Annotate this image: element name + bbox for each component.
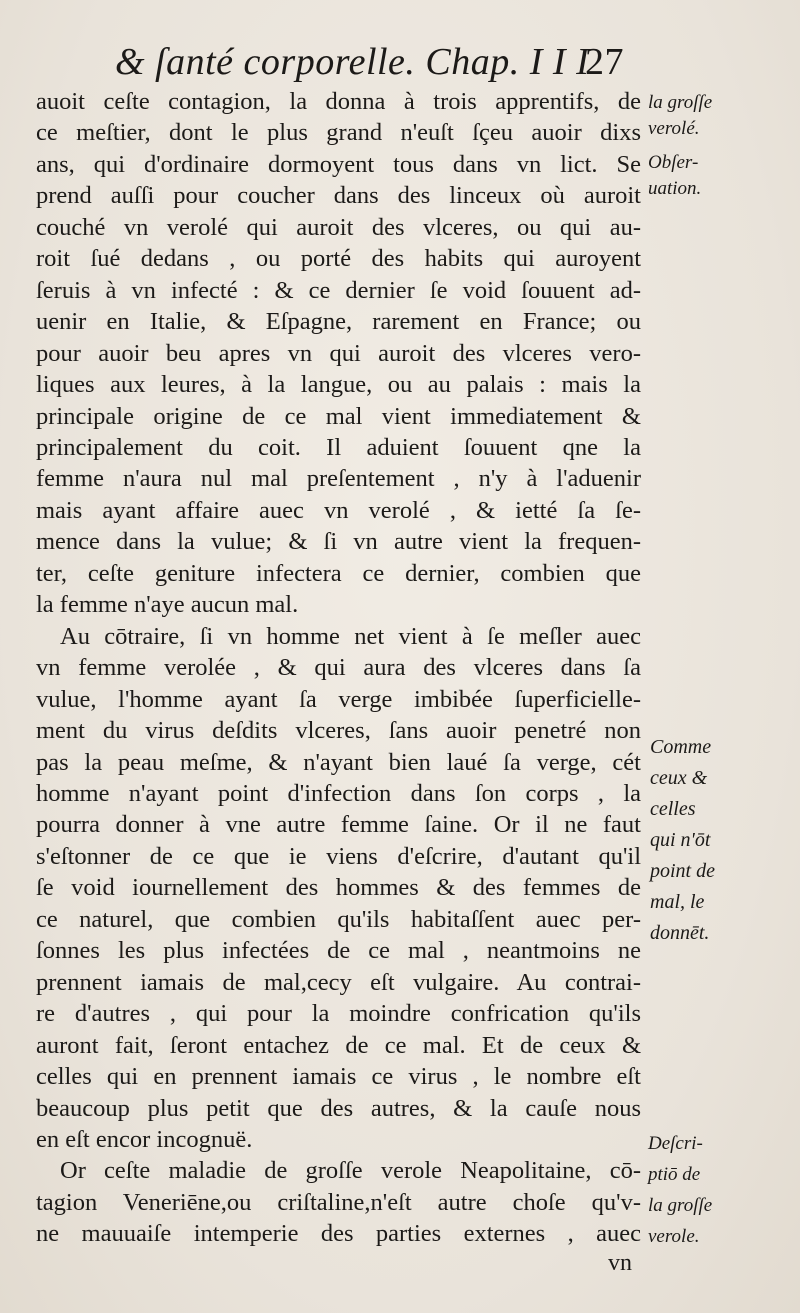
- text-line: la femme n'aye aucun mal.: [36, 591, 299, 619]
- catchword: vn: [608, 1250, 632, 1276]
- margin-note-line: verole.: [648, 1226, 700, 1247]
- page-number: 27: [585, 41, 624, 83]
- text-line: tagion Veneriēne,ou criſtaline,n'eſt autre choſe qu'v-: [36, 1188, 641, 1216]
- margin-note-line: uation.: [648, 178, 702, 199]
- margin-note-comme-ceux: [650, 732, 770, 949]
- running-title: & ſanté corporelle. Chap. I I I: [115, 41, 590, 83]
- text-line: Au cōtraire, ſi vn homme net vient à ſe meſler auec: [60, 622, 641, 650]
- text-line: prend auſſi pour coucher dans des linceux où auroit: [36, 182, 641, 210]
- text-line: auront fait, ſeront entachez de ce mal. Et de ceux &: [36, 1031, 641, 1059]
- margin-note-line: celles: [650, 798, 696, 820]
- text-line: pourra donner à vne autre femme ſaine. Or il ne faut: [36, 811, 641, 839]
- text-line: ce meſtier, dont le plus grand n'euſt ſçeu auoir dixs: [36, 119, 641, 147]
- text-line: pas la peau meſme, & n'ayant bien laué ſa verge, cét: [36, 748, 641, 776]
- margin-note-description: [648, 1128, 768, 1252]
- margin-note-line: ptiō de: [648, 1164, 701, 1185]
- margin-note-line: verolé.: [648, 118, 700, 139]
- text-line: en eſt encor incognuë.: [36, 1125, 253, 1153]
- text-line: roit ſué dedans , ou porté des habits qui auroyent: [36, 245, 641, 273]
- margin-note-line: donnēt.: [650, 922, 710, 944]
- margin-note-line: Comme: [650, 736, 712, 758]
- margin-note-line: ceux &: [650, 767, 708, 789]
- text-line: ment du virus deſdits vlceres, ſans auoir penetré non: [36, 717, 641, 745]
- text-line: ſe void iournellement des hommes & des femmes de: [36, 874, 641, 902]
- text-line: auoit ceſte contagion, la donna à trois apprentifs, de: [36, 88, 641, 115]
- text-line: re d'autres , qui pour la moindre confrication qu'ils: [36, 1000, 641, 1028]
- margin-note-line: Obſer-: [648, 152, 699, 173]
- main-text-block: [36, 86, 641, 1250]
- text-line: uenir en Italie, & Eſpagne, rarement en France; ou: [36, 308, 641, 336]
- margin-note-line: qui n'ōt: [650, 829, 711, 851]
- text-line: homme n'ayant point d'infection dans ſon corps , la: [36, 779, 641, 807]
- text-line: beaucoup plus petit que des autres, & la cauſe nous: [36, 1094, 641, 1122]
- margin-note-line: Deſcri-: [648, 1133, 703, 1154]
- text-line: vn femme verolée , & qui aura des vlceres dans ſa: [36, 654, 641, 682]
- margin-note-line: point de: [650, 860, 715, 882]
- text-line: ſonnes les plus infectées de ce mal , neantmoins ne: [36, 937, 641, 965]
- text-line: ne mauuaiſe intemperie des parties externes , auec: [36, 1220, 641, 1248]
- running-header: [115, 40, 635, 84]
- margin-note-line: mal, le: [650, 891, 705, 913]
- text-line: liques aux leures, à la langue, ou au palais : mais la: [36, 371, 641, 399]
- text-line: ce naturel, que combien qu'ils habitaſſent auec per-: [36, 905, 641, 933]
- text-line: vulue, l'homme ayant ſa verge imbibée ſuperficielle-: [36, 685, 641, 713]
- text-line: principalement du coit. Il aduient ſouuent qne la: [36, 433, 641, 461]
- text-line: prennent iamais de mal,cecy eſt vulgaire. Au contrai-: [36, 968, 641, 996]
- text-line: celles qui en prennent iamais ce virus , le nombre eſt: [36, 1063, 641, 1091]
- text-line: pour auoir beu apres vn qui auroit des vlceres vero-: [36, 339, 641, 367]
- text-line: mence dans la vulue; & ſi vn autre vient la frequen-: [36, 528, 641, 556]
- text-line: ter, ceſte geniture infectera ce dernier, combien que: [36, 559, 641, 587]
- text-line: ans, qui d'ordinaire dormoyent tous dans vn lict. Se: [36, 150, 641, 178]
- margin-note-line: la groſſe: [648, 92, 713, 113]
- text-line: couché vn verolé qui auroit des vlceres, ou qui au-: [36, 213, 641, 241]
- text-line: mais ayant affaire auec vn verolé , & ietté ſa ſe-: [36, 496, 641, 524]
- text-line: femme n'aura nul mal preſentement , n'y à l'aduenir: [36, 465, 641, 493]
- text-line: s'eſtonner de ce que ie viens d'eſcrire, d'autant qu'il: [36, 842, 641, 870]
- text-line: Or ceſte maladie de groſſe verole Neapolitaine, cō-: [60, 1157, 641, 1185]
- text-line: ſeruis à vn infecté : & ce dernier ſe void ſouuent ad-: [36, 276, 641, 304]
- text-line: principale origine de ce mal vient immediatement &: [36, 402, 641, 430]
- margin-note-grosse-verole: [648, 90, 768, 142]
- margin-note-observation: [648, 150, 768, 202]
- margin-note-line: la groſſe: [648, 1195, 713, 1216]
